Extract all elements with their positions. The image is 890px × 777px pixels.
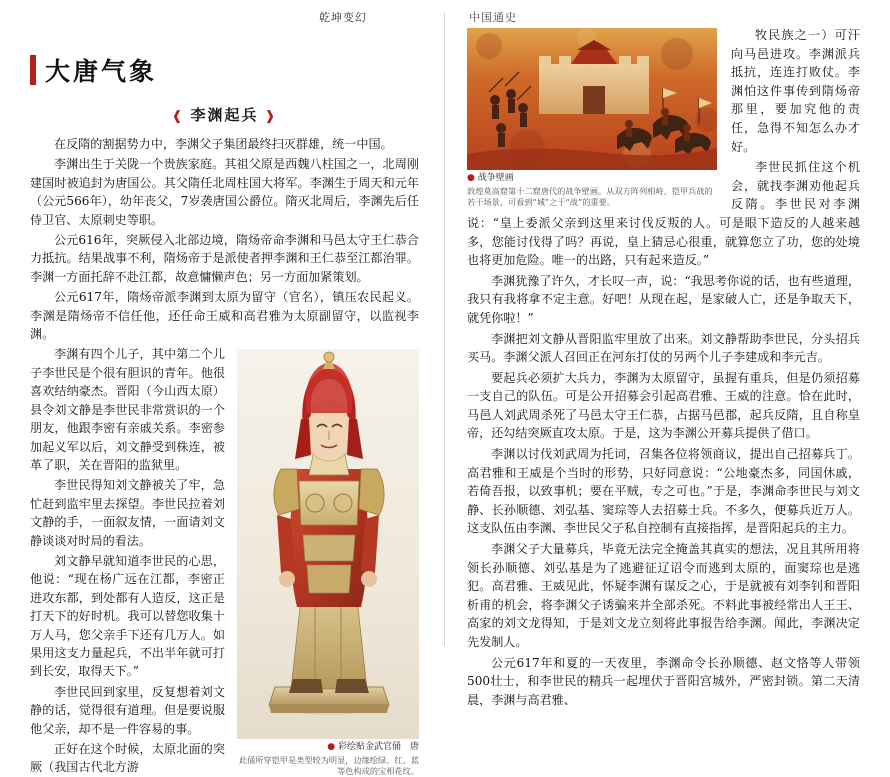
war-mural-image [467,28,717,170]
chapter-title-block [30,52,419,88]
paragraph: 李世民抓住这个机会，就找李渊劝他起兵反隋。李世民对李渊说：“皇上委派父亲到这里来讨伐反叛的人。可是眼下造反的人越来越多，您能讨伐得了吗？再说，皇上猜忌心很重，就算您立了功，您的处境也将更加危险。唯一的出路，只有起来造反。” [467,160,860,268]
paragraph: 牧民族之一）可汗向马邑进攻。李渊派兵抵抗，连连打败仗。李渊怕这件事传到隋炀帝那里，要加究他的责任，急得不知怎么办才好。 [731,28,860,154]
right-page [445,0,890,707]
figure-caption-title-text: 战争壁画 [477,173,514,183]
war-mural-illustration-icon [467,28,717,170]
section-heading [30,104,419,125]
paragraph: 公元616年，突厥侵入北部边境，隋炀帝命李渊和马邑太守王仁恭合力抵抗。结果战事不利，隋炀帝于是派使者押李渊和王仁恭至江都治罪。李渊一方面托辞不赴江都，故意慵懒声色；另一方面加紧策划。 [30,233,419,284]
paragraph: 在反隋的割据势力中，李渊父子集团最终扫灭群雄，统一中国。 [54,137,393,151]
figure-statue [237,349,419,777]
caption-bullet-icon: ● [327,742,336,753]
left-page [0,0,445,776]
paragraph: 李渊父子大量募兵，毕竟无法完全掩盖其真实的想法，况且其所用将领长孙顺德、刘弘基是为了逃避征辽诏令而逃到太原的，面窦琮也是逃犯。高君雅、王威见此，怀疑李渊有谋反之心，于是就被有刘李钊和晋阳析甫的机会，将李渊父子诱骗来并全部杀死。不料此事被经常出人王王、高家的刘文龙得知，于是刘文龙立刻将此事报告给李渊。闻此，李渊决定先发制人。 [467,542,860,649]
paragraph: 李渊把刘文静从晋阳监牢里放了出来。刘文静帮助李世民，分头招兵买马。李渊父派人召回正在河东打仗的另两个儿子李建成和李元吉。 [467,331,860,365]
right-running-head: 中国通史 [469,11,517,24]
figure-caption-title [237,742,419,754]
paragraph: 李渊犹豫了许久，才长叹一声，说：“我思考你说的话，也有些道理，我只有我将拿不定主意。好吧！从现在起，是家破人亡，还是争取天下，就凭你啦！” [467,273,860,325]
paragraph: 李渊出生于关陇一个贵族家庭。其祖父原是西魏八柱国之一，北周刚建国时被追封为唐国公。其父隋任北周柱国大将军。李渊生于周天和元年（公元566年），幼年丧父，7岁袭唐国公爵位。隋灭北周后，李渊先后任侍卫官、太原刺史等职。 [30,157,419,227]
paragraph: 公元617年和夏的一天夜里，李渊命令长孙顺德、赵文恪等人带领500壮士，和李世民的精兵一起埋伏于晋阳宫城外，严密封锁。第二天清晨，李渊与高君雅、 [467,655,860,707]
left-body-text [30,135,419,777]
ornament-right-icon: ❱ [264,109,278,124]
chapter-accent-bar [30,55,36,85]
figure-caption-title-text: 彩绘贴金武官俑 唐 [337,742,419,753]
paragraph: 李世民回到家里，反复想着刘文静的话，觉得很有道理。但是要说服他父亲，却不是一件容易的事。 [30,684,225,736]
paragraph: 李渊有四个儿子，其中第二个儿子李世民是个很有胆识的青年。他很喜欢结纳豪杰。晋阳（今山西太原）县令刘文静是李世民非常赏识的一个朋友，他跟李密有亲戚关系。李密参加起义军以后，刘文静受到株连，被革了职，关在晋阳的监狱里。 [30,347,225,472]
paragraph: 要起兵必须扩大兵力，李渊为太原留守，虽握有重兵，但是仍须招募一支自己的队伍。可是公开招募会引起高君雅、王威的注意。恰在此时，马邑人刘武周杀死了马邑太守王仁恭，占据马邑郡，起兵反隋，且自称皇帝，还勾结突厥直攻太原。于是，这为李渊公开募兵提供了借口。 [467,370,860,441]
statue-image [237,349,419,739]
figure-war-mural [467,28,717,208]
paragraph: 公元617年，隋炀帝派李渊到太原为留守（官名），镇压农民起义。李渊是隋炀帝不信任他，还任命王威和高君雅为太原副留守，以监视李渊。 [30,290,419,342]
figure-caption-title [467,173,717,185]
paragraph: 李渊以讨伐刘武周为托词，召集各位将领商议，提出自己招募兵丁。高君雅和王威是个当时的形势，只好同意说：“公地豪杰多，同国休戚，若倚吾报，以致事机；要在平贼，专之可也。”于是，李渊命李世民与刘文静、长孙顺德、刘弘基、窦琮等人去招募士兵。不多久，便募兵近万人。这支队伍由李渊、李世民父子私自控制有直接指挥，是晋阳起兵的主力。 [467,447,860,536]
paragraph: 正好在这个时候，太原北面的突厥（我国古代北方游 [30,742,225,775]
paragraph: 李世民得知刘文静被关了牢，急忙赶到监牢里去探望。李世民拉着刘文静的手，一面叙友情，一面请刘文静谈谈对时局的看法。 [30,478,225,548]
statue-illustration-icon [237,349,419,739]
caption-bullet-icon: ● [467,173,475,183]
chapter-title: 大唐气象 [45,57,158,86]
figure-caption-sub: 敦煌莫高窟第十二窟唐代的战争壁画。从双方阵列相峙、铠甲兵战的若干场景，可看到“城”之于“战”的重要。 [467,185,713,207]
left-running-head: 乾坤变幻 [319,11,367,24]
ornament-left-icon: ❰ [171,109,185,124]
figure-caption-sub: 此俑所穿铠甲是类型较为明显，边缘绘绿、红、蓝等色构成的宝相花纹。 [238,754,419,776]
paragraph: 刘文静早就知道李世民的心思，他说：“现在杨广远在江都，李密正进攻东都，到处都有人造反，这正是打天下的好时机。我可以替您收集十万人马，您父亲手下还有几万人。如果用这支力量起兵，不出半年就可打到长安，取得天下。” [30,553,225,679]
section-heading-label: 李渊起兵 [190,106,259,124]
right-body-text [467,26,860,709]
